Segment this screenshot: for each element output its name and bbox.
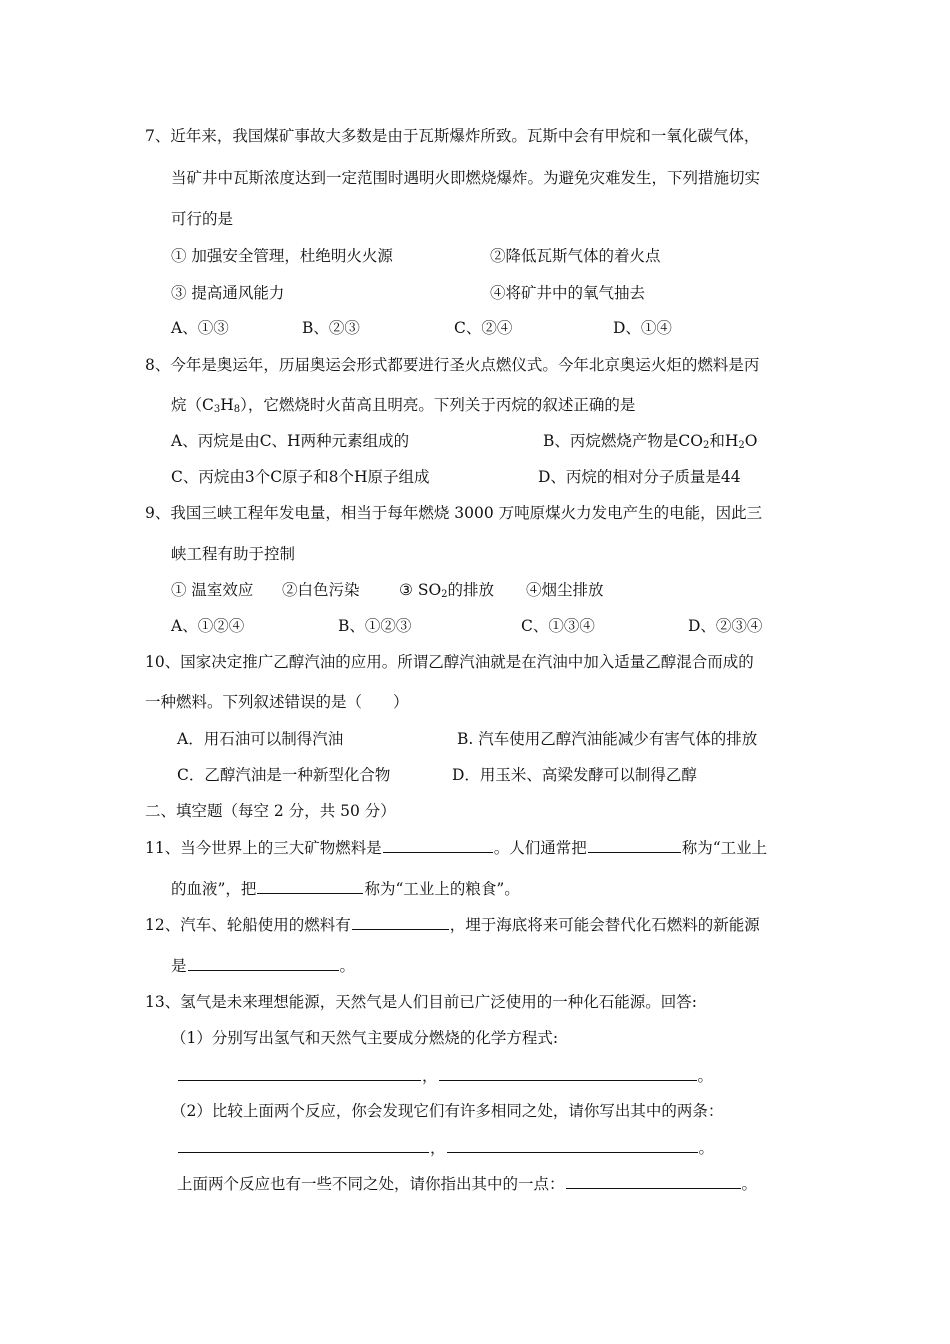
q13-stem: 13、氢气是未来理想能源，天然气是人们目前已广泛使用的一种化石能源。回答: (145, 993, 697, 1011)
q9-option-d: D、②③④ (688, 617, 763, 635)
q9-option-b: B、①②③ (338, 617, 412, 635)
q13-part1-answers: ， 。 (177, 1065, 713, 1086)
q13-part1-prompt: （1）分别写出氢气和天然气主要成分燃烧的化学方程式: (171, 1029, 559, 1047)
q10-option-d: D．用玉米、高梁发酵可以制得乙醇 (452, 766, 697, 784)
q7-option-a: A、①③ (171, 319, 229, 337)
q8-option-a: A、丙烷是由C、H两种元素组成的 (171, 432, 410, 450)
q11-line1: 11、当今世界上的三大矿物燃料是 。人们通常把 称为“工业上 (145, 839, 768, 857)
answer-blank[interactable] (178, 1137, 429, 1153)
q9-stem-line2: 峡工程有助于控制 (171, 545, 296, 563)
answer-blank[interactable] (447, 1137, 698, 1153)
q10-option-a: A．用石油可以制得汽油 (177, 730, 344, 748)
q10-option-b: B. 汽车使用乙醇汽油能减少有害气体的排放 (457, 730, 758, 748)
q7-option-b: B、②③ (302, 319, 360, 337)
q9-statement-4: ④烟尘排放 (526, 581, 604, 599)
section-heading: 二、填空题（每空 2 分，共 50 分） (145, 802, 396, 820)
q13-part3: 上面两个反应也有一些不同之处，请你指出其中的一点： 。 (177, 1175, 758, 1193)
q9-option-c: C、①③④ (521, 617, 595, 635)
q8-stem-line1: 8、今年是奥运年，历届奥运会形式都要进行圣火点燃仪式。今年北京奥运火炬的燃料是丙 (145, 356, 760, 374)
q12-line1: 12、汽车、轮船使用的燃料有 ，埋于海底将来可能会替代化石燃料的新能源 (145, 916, 760, 934)
q7-statement-3: ③ 提高通风能力 (171, 284, 285, 302)
q7-option-c: C、②④ (454, 319, 513, 337)
answer-blank[interactable] (178, 1065, 421, 1081)
q7-stem-line1: 7、近年来，我国煤矿事故大多数是由于瓦斯爆炸所致。瓦斯中会有甲烷和一氧化碳气体， (145, 127, 760, 145)
q9-option-a: A、①②④ (171, 617, 245, 635)
q8-stem-line2: 烷$(C_3H_8)$，它燃烧时火苗高且明亮。下列关于丙烷的叙述正确的是 (171, 396, 636, 415)
answer-blank[interactable] (383, 837, 493, 853)
q9-statement-3: ③ $SO_2$的排放 (399, 581, 495, 600)
q8-option-b: B、丙烷燃烧产物是$CO_2$和$H_2O$ (543, 432, 758, 451)
q9-statement-2: ②白色污染 (282, 581, 360, 599)
q9-stem-line1: 9、我国三峡工程年发电量，相当于每年燃烧 3000 万吨原煤火力发电产生的电能，因此三 (145, 504, 763, 522)
q13-part2-prompt: （2）比较上面两个反应，你会发现它们有许多相同之处，请你写出其中的两条： (171, 1102, 724, 1120)
q10-stem-line1: 10、国家决定推广乙醇汽油的应用。所谓乙醇汽油就是在汽油中加入适量乙醇混合而成的 (145, 653, 754, 671)
q10-stem-line2: 一种燃料。下列叙述错误的是（ ） (145, 693, 409, 711)
q10-option-c: C．乙醇汽油是一种新型化合物 (177, 766, 391, 784)
answer-blank[interactable] (352, 914, 449, 930)
answer-blank[interactable] (588, 837, 681, 853)
q7-option-d: D、①④ (613, 319, 672, 337)
q7-statement-4: ④将矿井中的氧气抽去 (490, 284, 646, 302)
q7-stem-line2: 当矿井中瓦斯浓度达到一定范围时遇明火即燃烧爆炸。为避免灾难发生，下列措施切实 (171, 169, 761, 187)
q7-statement-1: ① 加强安全管理，杜绝明火火源 (171, 247, 393, 265)
q8-option-d: D、丙烷的相对分子质量是44 (538, 468, 741, 486)
answer-blank[interactable] (439, 1065, 697, 1081)
q13-part2-answers: ， 。 (177, 1137, 714, 1158)
q11-line2: 的血液”，把 称为“工业上的粮食”。 (171, 880, 520, 898)
answer-blank[interactable] (257, 878, 363, 894)
q12-line2: 是 。 (171, 957, 356, 975)
answer-blank[interactable] (188, 955, 339, 971)
q8-option-c: C、丙烷由3个C原子和8个H原子组成 (171, 468, 430, 486)
q7-statement-2: ②降低瓦斯气体的着火点 (490, 247, 661, 265)
q7-stem-line3: 可行的是 (171, 210, 234, 228)
q9-statement-1: ① 温室效应 (171, 581, 254, 599)
answer-blank[interactable] (566, 1173, 741, 1189)
